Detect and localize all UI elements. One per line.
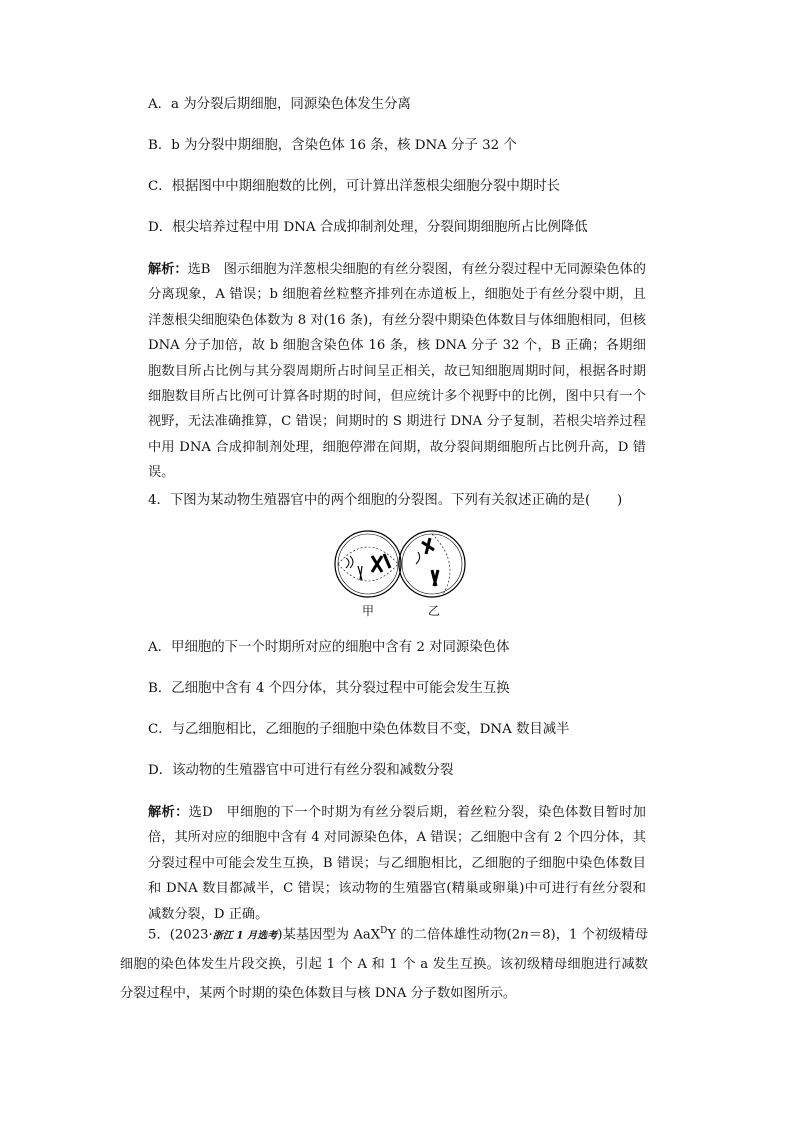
cell-division-figure [332, 530, 468, 620]
q4-analysis [148, 800, 646, 927]
q5-superscript: D [380, 926, 388, 936]
q3-option-a: A．a 为分裂后期细胞，同源染色体发生分离 [148, 97, 411, 112]
q5-number: 5．(2023· [148, 927, 213, 943]
q5-text-1: )某基因型为 AaX [277, 927, 381, 943]
analysis-text: 选D 甲细胞的下一个时期为有丝分裂后期，着丝粒分裂，染色体数目暂时加倍，其所对应的细胞中含有 4 对同源染色体，A 错误；乙细胞中含有 2 个四分体，其分裂过程中可能会发生互换，B 错误；与乙细胞相比，乙细胞的子细胞中染色体数目和 DNA 数目都减半，C 错误；该动物的生殖器官(精巢或卵巢)中可进行有丝分裂和减数分裂，D 正确。 [148, 805, 646, 922]
cell-yi-drawing [399, 531, 465, 597]
q5-source-tag: 浙江 1 月选考 [212, 930, 278, 942]
analysis-text: 选B 图示细胞为洋葱根尖细胞的有丝分裂图，有丝分裂过程中无同源染色体的分离现象，A 错误；b 细胞着丝粒整齐排列在赤道板上，细胞处于有丝分裂中期，且洋葱根尖细胞染色体数为 8 对(16 条)，有丝分裂中期染色体数目与体细胞相同，但核 DNA 分子加倍，故 b 细胞含染色体 16 条，核 DNA 分子 32 个，B 正确；各期细胞数目所占比例与其分裂周期所占时间呈正相关，故已知细胞周期时间，根据各时期细胞数目所占比例可计算各时期的时间，但应统计多个视野中的比例，图中只有一个视野，无法准确推算，C 错误；间期时的 S 期进行 DNA 分子复制，若根尖培养过程中用 DNA 合成抑制剂处理，细胞停滞在间期，故分裂间期细胞所占比例升高，D 错误。 [148, 262, 646, 481]
q4-option-b: B．乙细胞中含有 4 个四分体，其分裂过程中可能会发生互换 [148, 681, 510, 696]
q3-option-d: D．根尖培养过程中用 DNA 合成抑制剂处理，分裂间期细胞所占比例降低 [148, 220, 588, 235]
q5-text-3: ＝8)，1 个初级精母细胞的染色体发生片段交换，引起 1 个 A 和 1 个 a 发生互换。该初级精母细胞进行减数分裂过程中，某两个时期的染色体数目与核 DNA 分子数如图所示。 [120, 927, 649, 1002]
figure-label-yi: 乙 [428, 604, 441, 618]
q4-option-d: D．该动物的生殖器官中可进行有丝分裂和减数分裂 [148, 763, 454, 778]
q3-option-b: B．b 为分裂中期细胞，含染色体 16 条，核 DNA 分子 32 个 [148, 138, 517, 153]
cell-jia-drawing [335, 531, 401, 597]
q3-option-c: C．根据图中中期细胞数的比例，可计算出洋葱根尖细胞分裂中期时长 [148, 179, 560, 194]
q4-option-c: C．与乙细胞相比，乙细胞的子细胞中染色体数目不变，DNA 数目减半 [148, 722, 570, 737]
analysis-label: 解析： [148, 805, 189, 820]
q4-option-a: A．甲细胞的下一个时期所对应的细胞中含有 2 对同源染色体 [148, 640, 510, 655]
analysis-label: 解析： [148, 262, 188, 277]
q4-stem: 4．下图为某动物生殖器官中的两个细胞的分裂图。下列有关叙述正确的是( ) [148, 493, 623, 508]
q5-n: n [520, 927, 529, 943]
q3-analysis [148, 257, 646, 486]
figure-label-jia: 甲 [362, 604, 375, 618]
q5-stem [120, 917, 648, 1008]
q5-text-2: Y 的二倍体雄性动物(2 [387, 927, 521, 943]
